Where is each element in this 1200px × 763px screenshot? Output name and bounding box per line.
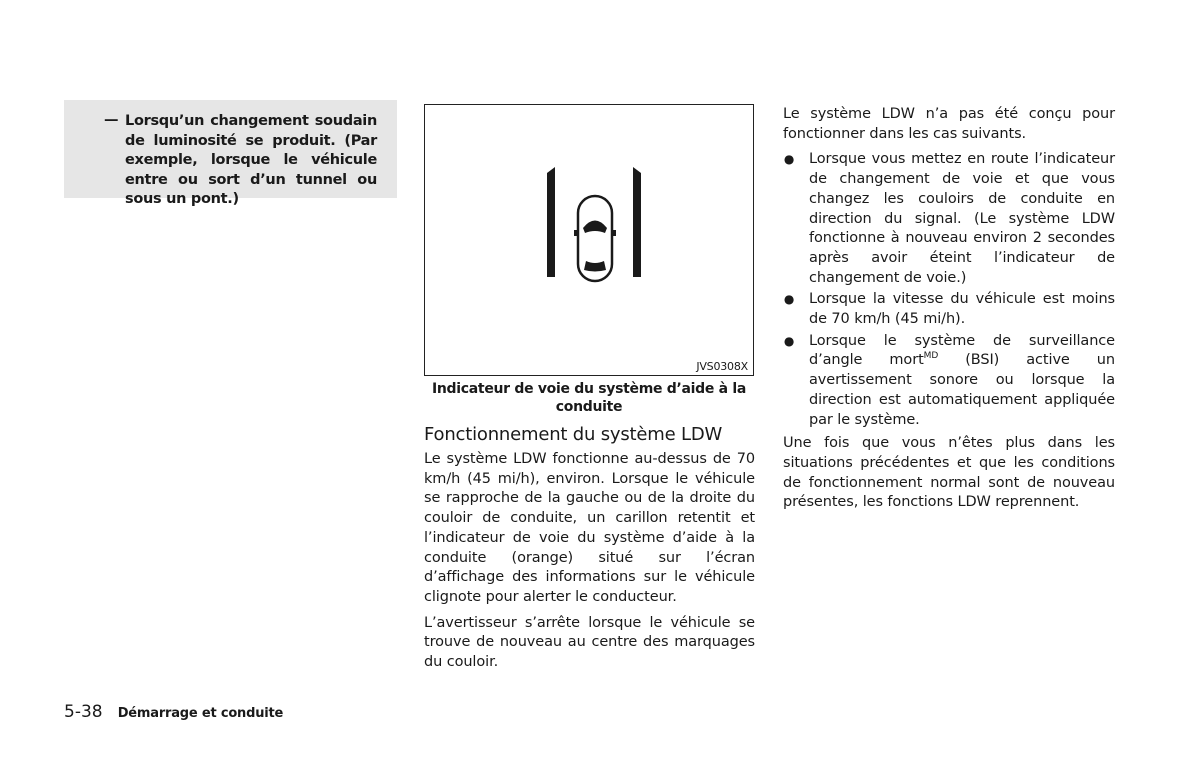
bullet-text: (BSI) active un avertissement sonore ou lorsque la direction est automatiquement appliquée par le système. [809,352,1115,428]
note-box [64,100,397,207]
page-number: 5-38 [64,702,103,722]
list-item [783,150,1115,288]
list-item [783,290,1115,329]
bullet-text: Lorsque vous mettez en route l’indicateur de changement de voie et que vous changez les couloirs de conduite en direction du signal. (Le système LDW fonctionne à nouveau environ 2 secondes après avoir éteint l’indicateur de changement de voie.) [809,151,1115,286]
paragraph: L’avertisseur s’arrête lorsque le véhicule se trouve de nouveau au centre des marquages du couloir. [424,614,755,671]
trademark-sup: MD [923,351,939,362]
note-dash: — [104,112,119,128]
list-item [783,332,1115,431]
lane-indicator-car-icon [425,105,752,374]
bullet-dot: ● [783,333,795,348]
figure-caption: Indicateur de voie du système d’aide à la conduite [431,381,747,415]
middle-column [424,450,755,679]
bullet-text: Lorsque la vitesse du véhicule est moins de 70 km/h (45 mi/h). [809,291,1115,328]
figure-frame [424,104,754,376]
left-lane-marker [547,167,555,277]
car-icon [574,196,616,281]
right-lane-marker [633,167,641,277]
chapter-title: Démarrage et conduite [117,706,284,721]
section-title: Fonctionnement du système LDW [424,424,723,445]
right-column [783,105,1115,519]
figure-id: JVS0308X [696,360,748,373]
intro-paragraph: Le système LDW n’a pas été conçu pour fonctionner dans les cas suivants. [783,106,1115,142]
outro-paragraph: Une fois que vous n’êtes plus dans les situations précédentes et que les conditions de fonctionnement normal sont de nouveau présentes, les fonctions LDW reprennent. [783,435,1115,511]
bullet-text: Lorsque le système de surveillance d’angle mort [809,332,1115,369]
bullet-dot: ● [783,292,795,307]
note-text: Lorsqu’un changement soudain de luminosité se produit. (Par exemple, lorsque le véhicule entre ou sort d’un tunnel ou sous un pont.) [125,113,377,207]
bullet-list [783,150,1115,430]
paragraph: Le système LDW fonctionne au-dessus de 70 km/h (45 mi/h), environ. Lorsque le véhicule se rapproche de la gauche ou de la droite du couloir de conduite, un carillon retentit et l’indicateur de voie du système d’aide à la conduite (orange) situé sur l’écran d’affichage des informations sur le véhicule clignote pour alerter le conducteur. [424,451,755,605]
page-footer [64,702,283,722]
bullet-dot: ● [783,152,795,167]
